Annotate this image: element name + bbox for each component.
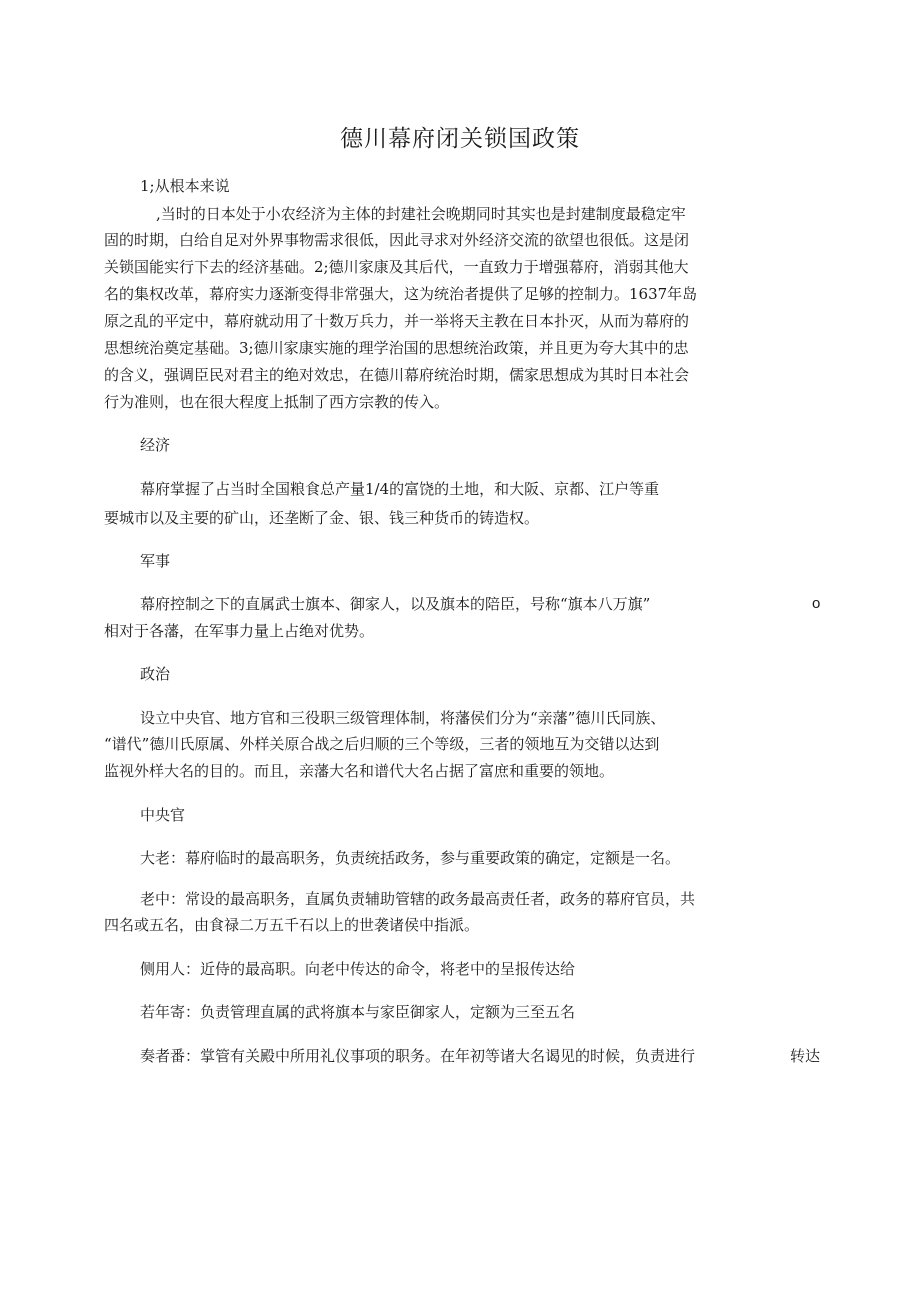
stray-mark: o xyxy=(812,595,821,612)
politics-line-3: 监视外样大名的目的。而且，亲藩大名和谱代大名占据了富庶和重要的领地。 xyxy=(104,762,615,780)
military-line-2: 相对于各藩，在军事力量上占绝对优势。 xyxy=(104,622,375,640)
politics-line-2: “谱代”德川氏原属、外样关原合战之后归顺的三个等级，三者的领地互为交错以达到 xyxy=(104,735,660,753)
intro-line-8: 行为准则，也在很大程度上抵制了西方宗教的传入。 xyxy=(104,393,450,411)
intro-line-6: 思想统治奠定基础。3;德川家康实施的理学治国的思想统治政策，并且更为夸大其中的忠 xyxy=(104,339,689,357)
sojaban-entry: 奏者番：掌管有关殿中所用礼仪事项的职务。在年初等诸大名谒见的时候，负责进行 xyxy=(140,1047,696,1065)
intro-heading: 1;从根本来说 xyxy=(140,177,230,195)
sobayonin-entry: 侧用人：近侍的最高职。向老中传达的命令，将老中的呈报传达给 xyxy=(140,960,576,978)
intro-line-1: ,当时的日本处于小农经济为主体的封建社会晚期同时其实也是封建制度最稳定牢 xyxy=(156,205,686,223)
document-title: 德川幕府闭关锁国政策 xyxy=(340,126,580,152)
military-line-1: 幕府控制之下的直属武士旗本、御家人，以及旗本的陪臣，号称“旗本八万旗” xyxy=(140,595,651,613)
wakadoshiyori-entry: 若年寄：负责管理直属的武将旗本与家臣御家人，定额为三至五名 xyxy=(140,1003,576,1021)
roju-line-2: 四名或五名，由食禄二万五千石以上的世袭诸侯中指派。 xyxy=(104,916,480,934)
economy-heading: 经济 xyxy=(140,436,171,454)
intro-line-2: 固的时期，白给自足对外界事物需求很低，因此寻求对外经济交流的欲望也很低。这是闭 xyxy=(104,231,690,249)
sojaban-tail: 转达 xyxy=(790,1047,821,1065)
politics-line-1: 设立中央官、地方官和三役职三级管理体制，将藩侯们分为“亲藩”德川氏同族、 xyxy=(140,709,666,727)
intro-line-5: 原之乱的平定中，幕府就动用了十数万兵力，并一举将天主教在日本扑灭，从而为幕府的 xyxy=(104,312,690,330)
roju-line-1: 老中：常设的最高职务，直属负责辅助管辖的政务最高责任者，政务的幕府官员，共 xyxy=(140,890,696,908)
military-heading: 军事 xyxy=(140,552,171,570)
intro-line-4: 名的集权改革，幕府实力逐渐变得非常强大，这为统治者提供了足够的控制力。1637年岛 xyxy=(104,285,698,303)
intro-line-7: 的含义，强调臣民对君主的绝对效忠，在德川幕府统治时期，儒家思想成为其时日本社会 xyxy=(104,366,690,384)
politics-heading: 政治 xyxy=(140,665,171,683)
central-heading: 中央官 xyxy=(140,806,186,824)
intro-line-3: 关锁国能实行下去的经济基础。2;德川家康及其后代，一直致力于增强幕府，消弱其他大 xyxy=(104,258,689,276)
economy-line-2: 要城市以及主要的矿山，还垄断了金、银、钱三种货币的铸造权。 xyxy=(104,509,540,527)
economy-line-1: 幕府掌握了占当时全国粮食总产量1/4的富饶的土地，和大阪、京都、江户等重 xyxy=(140,480,660,498)
tairo-entry: 大老：幕府临时的最高职务，负责统括政务，参与重要政策的确定，定额是一名。 xyxy=(140,849,681,867)
